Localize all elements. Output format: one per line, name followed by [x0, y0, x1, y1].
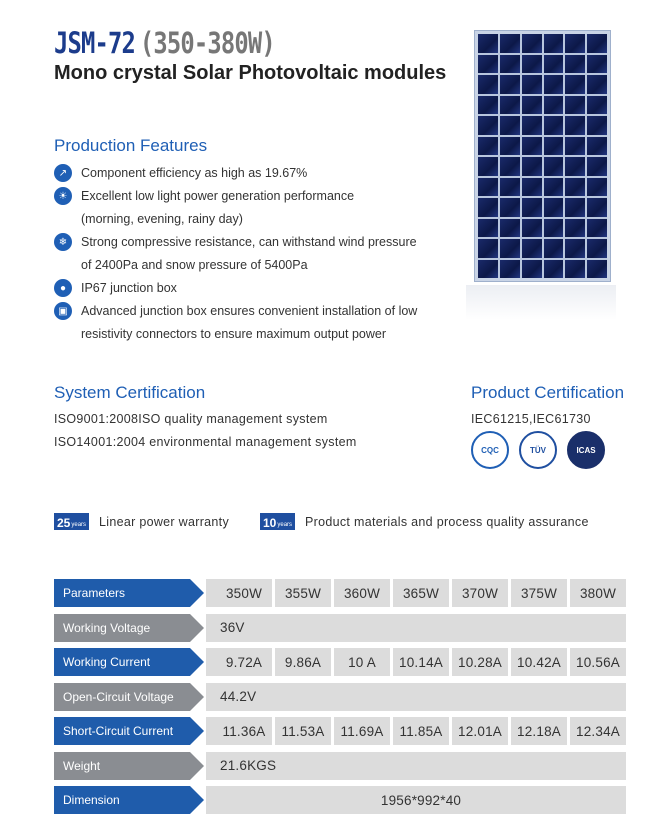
feature-item [54, 231, 464, 277]
solar-cell [587, 219, 607, 238]
solar-cell [500, 198, 520, 217]
feature-item [54, 277, 464, 300]
table-row [54, 786, 626, 814]
water-drop-icon: ● [54, 279, 72, 297]
solar-cell [565, 55, 585, 74]
cqc-logo: CQC [471, 431, 509, 469]
solar-cell [587, 55, 607, 74]
solar-cell [565, 34, 585, 53]
table-cell: 360W [334, 579, 390, 607]
table-cell: 11.85A [393, 717, 449, 745]
iso14001-line: ISO14001:2004 environmental management system [54, 435, 357, 449]
warranty-10 [260, 513, 589, 530]
table-cell: 355W [275, 579, 331, 607]
row-label: Working Voltage [54, 614, 190, 642]
iso9001-line: ISO9001:2008ISO quality management system [54, 412, 328, 426]
feature-text-line: resistivity connectors to ensure maximum output power [81, 327, 386, 341]
table-cell: 365W [393, 579, 449, 607]
solar-cell [522, 198, 542, 217]
solar-cell [565, 157, 585, 176]
table-cell: 12.18A [511, 717, 567, 745]
feature-item [54, 162, 464, 185]
system-certification-title: System Certification [54, 383, 206, 402]
table-cell: 11.36A [206, 717, 272, 745]
row-label: Weight [54, 752, 190, 780]
table-row [54, 683, 626, 711]
solar-cell [500, 116, 520, 135]
table-cell: 380W [570, 579, 626, 607]
parameters-table [54, 579, 626, 821]
table-cell: 10.14A [393, 648, 449, 676]
solar-cell [522, 96, 542, 115]
solar-cell [565, 239, 585, 258]
solar-cell [544, 219, 564, 238]
solar-cell [544, 239, 564, 258]
solar-cell [522, 116, 542, 135]
solar-cell [478, 55, 498, 74]
solar-cell [587, 75, 607, 94]
row-values [206, 579, 626, 607]
table-cell: 9.86A [275, 648, 331, 676]
solar-cell [587, 239, 607, 258]
feature-item [54, 300, 464, 346]
table-cell: 11.69A [334, 717, 390, 745]
solar-cell [500, 137, 520, 156]
table-row [54, 717, 626, 745]
product-certification-title: Product Certification [471, 383, 625, 402]
icas-logo: ICAS [567, 431, 605, 469]
feature-list [54, 162, 464, 346]
row-label: Parameters [54, 579, 190, 607]
solar-cell [587, 178, 607, 197]
row-values [206, 683, 626, 711]
solar-cell [478, 157, 498, 176]
row-values [206, 752, 626, 780]
row-values [206, 648, 626, 676]
solar-cell [522, 34, 542, 53]
warranty-25-badge: 25 years [54, 513, 89, 530]
solar-cell [522, 178, 542, 197]
solar-cell [587, 96, 607, 115]
solar-cell [544, 198, 564, 217]
table-cell: 10.28A [452, 648, 508, 676]
solar-cell [544, 137, 564, 156]
feature-text-line: IP67 junction box [81, 281, 177, 295]
solar-cell [500, 219, 520, 238]
solar-cell [544, 116, 564, 135]
row-values [206, 786, 626, 814]
solar-cell [478, 219, 498, 238]
solar-cell [522, 219, 542, 238]
warranty-25-text: Linear power warranty [99, 514, 230, 529]
junction-box-icon: ▣ [54, 302, 72, 320]
solar-cell [500, 55, 520, 74]
table-row [54, 648, 626, 676]
solar-cell [522, 239, 542, 258]
solar-cell [544, 75, 564, 94]
table-cell: 10.42A [511, 648, 567, 676]
solar-cell [478, 178, 498, 197]
solar-cell [544, 157, 564, 176]
feature-text-line: Strong compressive resistance, can withstand wind pressure [81, 235, 417, 249]
solar-cell [478, 75, 498, 94]
table-row [54, 579, 626, 607]
iec-line: IEC61215,IEC61730 [471, 412, 591, 426]
solar-cell [565, 75, 585, 94]
warranty-10-text: Product materials and process quality assurance [305, 514, 589, 529]
feature-text-line: Advanced junction box ensures convenient installation of low [81, 304, 418, 318]
tuv-logo: TÜV [519, 431, 557, 469]
solar-cell [565, 116, 585, 135]
product-subtitle: Mono crystal Solar Photovoltaic modules [54, 62, 447, 84]
solar-cell [522, 75, 542, 94]
feature-text-line: Excellent low light power generation performance [81, 189, 355, 203]
solar-cell [500, 34, 520, 53]
table-cell: 36V [220, 620, 245, 635]
solar-cell [522, 137, 542, 156]
low-light-icon: ☀ [54, 187, 72, 205]
table-cell: 10.56A [570, 648, 626, 676]
solar-cell [478, 239, 498, 258]
solar-cell [587, 260, 607, 279]
table-cell: 11.53A [275, 717, 331, 745]
solar-cell [587, 137, 607, 156]
warranty-25 [54, 513, 229, 530]
row-values [206, 614, 626, 642]
solar-cell [500, 75, 520, 94]
solar-cell [478, 34, 498, 53]
panel-reflection [466, 285, 616, 320]
solar-cell [478, 260, 498, 279]
solar-cell [587, 34, 607, 53]
solar-cell [565, 96, 585, 115]
solar-cell [587, 157, 607, 176]
row-label: Short-Circuit Current [54, 717, 190, 745]
table-cell: 10 A [334, 648, 390, 676]
solar-cell [544, 260, 564, 279]
solar-cell [565, 260, 585, 279]
table-cell: 1956*992*40 [206, 786, 626, 814]
solar-cell [544, 178, 564, 197]
model-name: JSM-72 [54, 26, 135, 60]
feature-text-line: (morning, evening, rainy day) [81, 212, 243, 226]
snowflake-icon: ❄ [54, 233, 72, 251]
solar-cell [500, 178, 520, 197]
table-cell: 350W [206, 579, 272, 607]
solar-cell [544, 34, 564, 53]
table-cell: 370W [452, 579, 508, 607]
solar-cell [587, 198, 607, 217]
solar-cell [478, 116, 498, 135]
system-cert-list [54, 408, 357, 454]
row-values [206, 717, 626, 745]
row-label: Open-Circuit Voltage [54, 683, 190, 711]
solar-cell [565, 178, 585, 197]
efficiency-icon: ↗ [54, 164, 72, 182]
solar-cell [522, 157, 542, 176]
solar-cell [500, 260, 520, 279]
solar-cell [587, 116, 607, 135]
solar-cell [565, 137, 585, 156]
row-label: Working Current [54, 648, 190, 676]
table-cell: 12.01A [452, 717, 508, 745]
solar-cell [478, 198, 498, 217]
solar-cell [478, 96, 498, 115]
solar-cell [565, 198, 585, 217]
solar-cell [478, 137, 498, 156]
production-features-title: Production Features [54, 136, 208, 155]
table-cell: 12.34A [570, 717, 626, 745]
certification-badges [471, 431, 605, 469]
solar-cell [522, 55, 542, 74]
solar-cell [500, 239, 520, 258]
table-row [54, 752, 626, 780]
feature-text-line: of 2400Pa and snow pressure of 5400Pa [81, 258, 308, 272]
table-cell: 9.72A [206, 648, 272, 676]
solar-cell [522, 260, 542, 279]
solar-cell [500, 157, 520, 176]
solar-cell [565, 219, 585, 238]
row-label: Dimension [54, 786, 190, 814]
power-range: (350-380W) [139, 26, 275, 60]
model-title [54, 26, 275, 60]
table-cell: 375W [511, 579, 567, 607]
table-row [54, 614, 626, 642]
feature-text-line: Component efficiency as high as 19.67% [81, 166, 308, 180]
warranty-10-badge: 10 years [260, 513, 295, 530]
solar-panel-image [474, 30, 611, 282]
table-cell: 21.6KGS [220, 758, 277, 773]
table-cell: 44.2V [220, 689, 257, 704]
solar-cell [544, 96, 564, 115]
solar-cell [500, 96, 520, 115]
feature-item [54, 185, 464, 231]
solar-cell [544, 55, 564, 74]
